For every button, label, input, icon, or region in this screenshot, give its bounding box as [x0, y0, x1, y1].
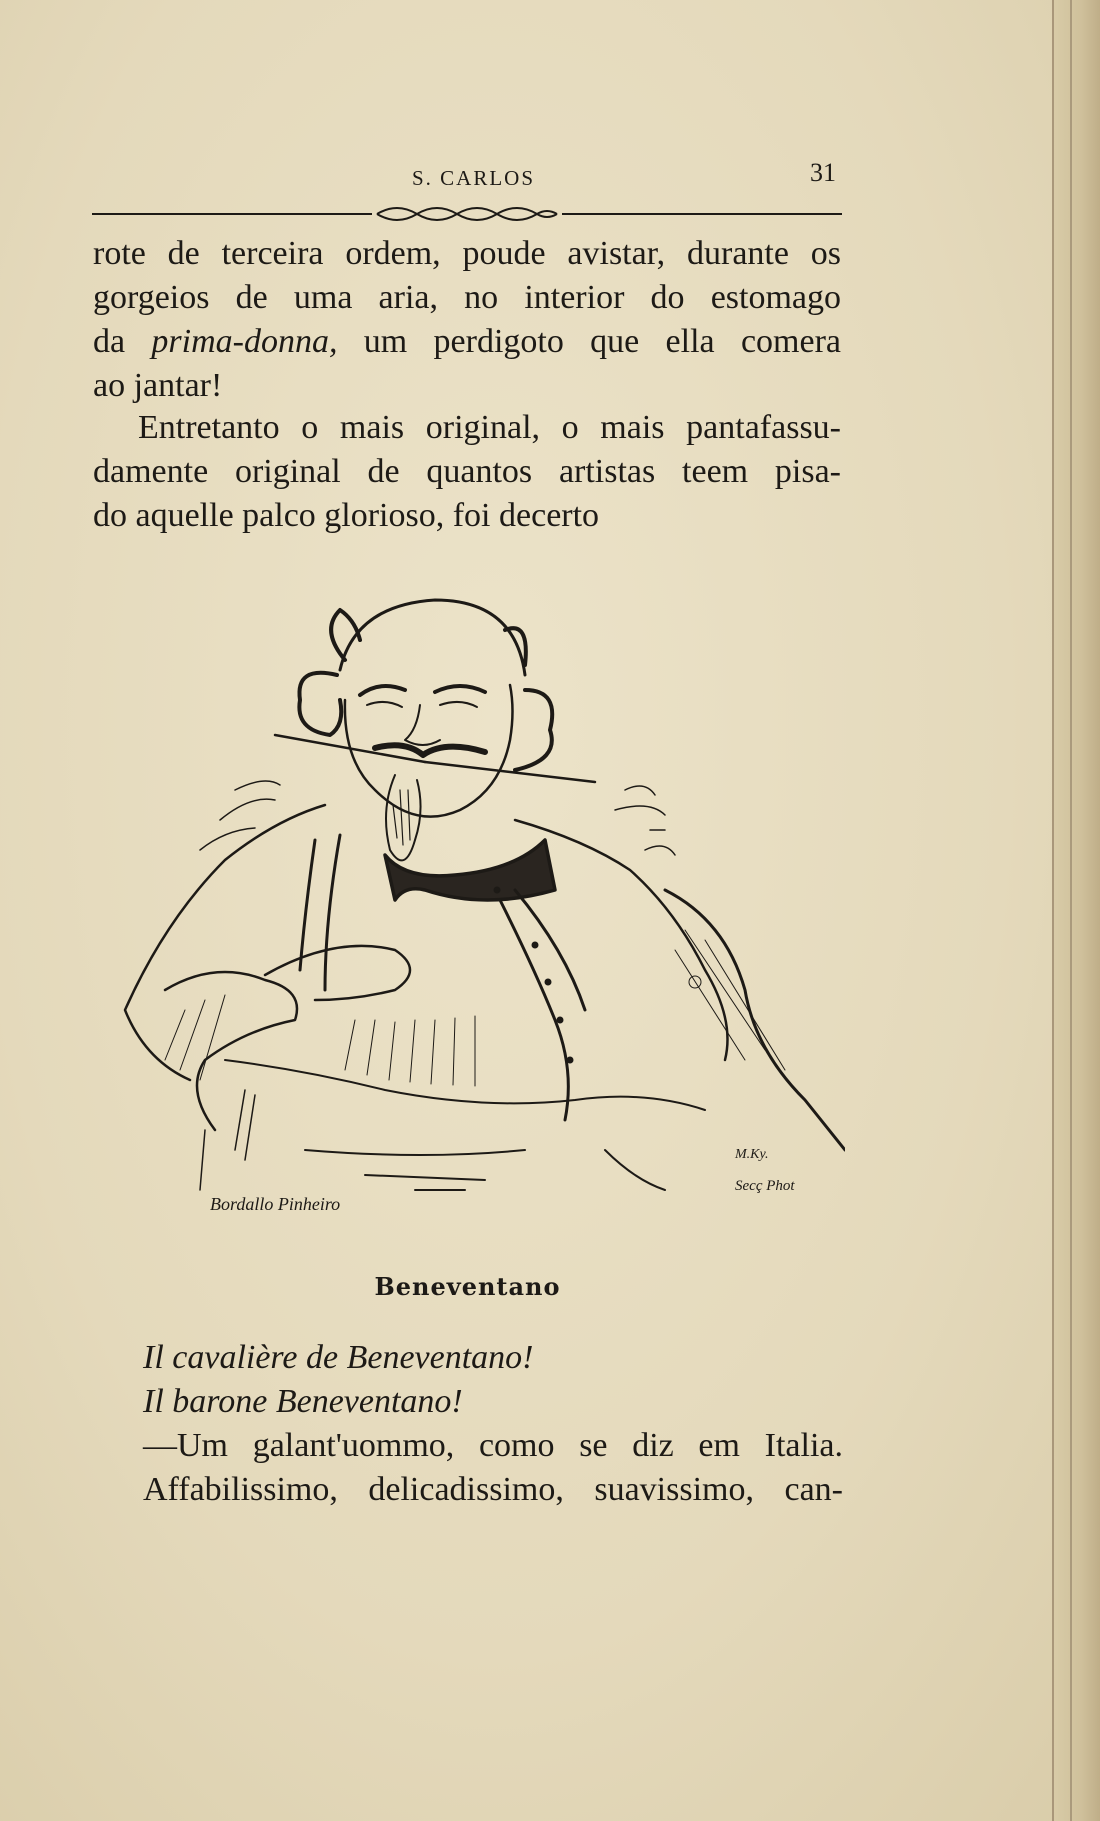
page-number: 31 — [810, 158, 836, 187]
ornamental-rule — [92, 204, 842, 224]
running-head: S. CARLOS — [412, 166, 536, 190]
engraver-signature: Secç Phot — [735, 1178, 795, 1194]
engraver-mark: M.Ky. — [735, 1147, 769, 1162]
paragraph-1 — [93, 232, 841, 408]
portrait-illustration — [105, 590, 845, 1230]
verse-line: Il barone Beneventano! — [143, 1383, 463, 1420]
text-line: Entretanto o mais original, o mais pantafassu- — [138, 409, 841, 446]
paragraph-3 — [143, 1424, 843, 1512]
text-line: gorgeios de uma aria, no interior do estomago — [93, 279, 841, 316]
text-segment: um perdigoto que ella comera — [337, 323, 841, 360]
text-line: rote de terceira ordem, poude avistar, durante os — [93, 235, 841, 272]
verse-block — [143, 1336, 843, 1424]
text-line: do aquelle palco glorioso, foi decerto — [93, 497, 600, 534]
italic-term: prima-donna, — [151, 323, 338, 360]
page-edge-line — [1070, 0, 1072, 1821]
page-edge — [1052, 0, 1100, 1821]
text-line: Affabilissimo, delicadissimo, suavissimo, can- — [143, 1471, 843, 1508]
paragraph-2 — [93, 406, 841, 538]
artist-signature: Bordallo Pinheiro — [210, 1194, 341, 1214]
verse-line: Il cavalière de Beneventano! — [143, 1339, 534, 1376]
illustration-caption: Beneventano — [374, 1272, 561, 1301]
text-line: —Um galant'uommo, como se diz em Italia. — [143, 1427, 843, 1464]
text-segment: da — [93, 323, 152, 360]
text-line — [93, 320, 841, 364]
text-line: damente original de quantos artistas teem pisa- — [93, 453, 841, 490]
text-line: ao jantar! — [93, 367, 223, 404]
